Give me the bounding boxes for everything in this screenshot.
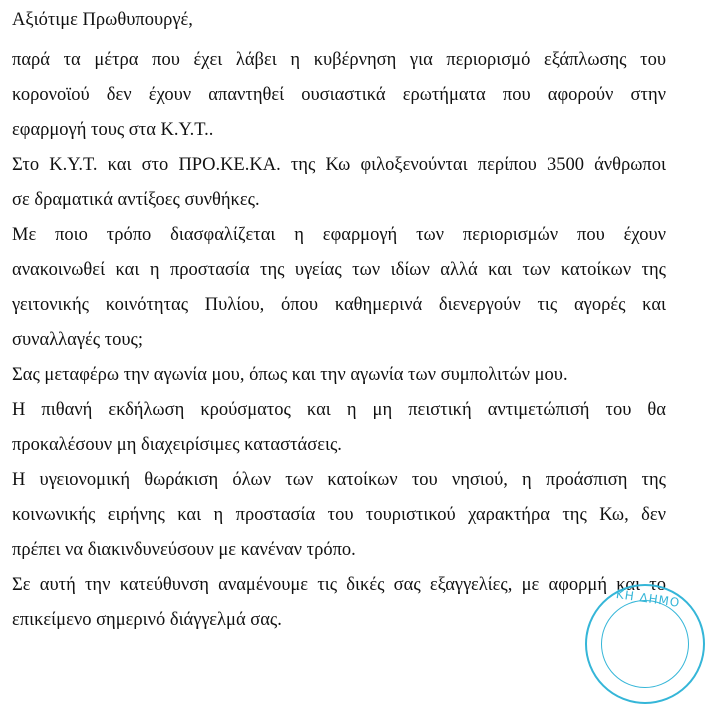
stamp-text: ΚΗ ΔΗΜΟ [615, 587, 682, 610]
paragraph-line: Σας μεταφέρω την αγωνία μου, όπως και την αγωνία των συμπολιτών μου. [12, 365, 568, 385]
paragraph-line: γειτονικής κοινότητας Πυλίου, όπου καθημερινά διενεργούν τις αγορές και [12, 295, 666, 315]
paragraph-line: σε δραματικά αντίξοες συνθήκες. [12, 190, 260, 210]
paragraph-line: Στο Κ.Υ.Τ. και στο ΠΡΟ.ΚΕ.ΚΑ. της Κω φιλοξενούνται περίπου 3500 άνθρωποι [12, 155, 666, 175]
paragraph-line: προκαλέσουν μη διαχειρίσιμες καταστάσεις. [12, 435, 342, 455]
paragraph-line: κοινωνικής ειρήνης και η προστασία του τουριστικού χαρακτήρα της Κω, δεν [12, 505, 666, 525]
paragraph-line: εφαρμογή τους στα Κ.Υ.Τ.. [12, 120, 214, 140]
paragraph-line: ανακοινωθεί και η προστασία της υγείας των ιδίων αλλά και των κατοίκων της [12, 260, 666, 280]
paragraph-line: Η υγειονομική θωράκιση όλων των κατοίκων του νησιού, η προάσπιση της [12, 470, 666, 490]
stamp-inner-ring [601, 600, 689, 688]
paragraph-line: πρέπει να διακινδυνεύσουν με κανέναν τρόπο. [12, 540, 356, 560]
paragraph-line: Με ποιο τρόπο διασφαλίζεται η εφαρμογή των περιορισμών που έχουν [12, 225, 666, 245]
paragraph-line: Η πιθανή εκδήλωση κρούσματος και η μη πειστική αντιμετώπισή του θα [12, 400, 666, 420]
paragraph-line: συναλλαγές τους; [12, 330, 144, 350]
salutation: Αξιότιμε Πρωθυπουργέ, [12, 10, 193, 30]
paragraph-line: κορονοϊού δεν έχουν απαντηθεί ουσιαστικά ερωτήματα που αφορούν στην [12, 85, 666, 105]
paragraph-line: Σε αυτή την κατεύθυνση αναμένουμε τις δικές σας εξαγγελίες, με αφορμή και το [12, 575, 666, 595]
paragraph-line: επικείμενο σημερινό διάγγελμά σας. [12, 610, 282, 630]
official-stamp [585, 584, 705, 704]
paragraph-line: παρά τα μέτρα που έχει λάβει η κυβέρνηση για περιορισμό εξάπλωσης του [12, 50, 666, 70]
